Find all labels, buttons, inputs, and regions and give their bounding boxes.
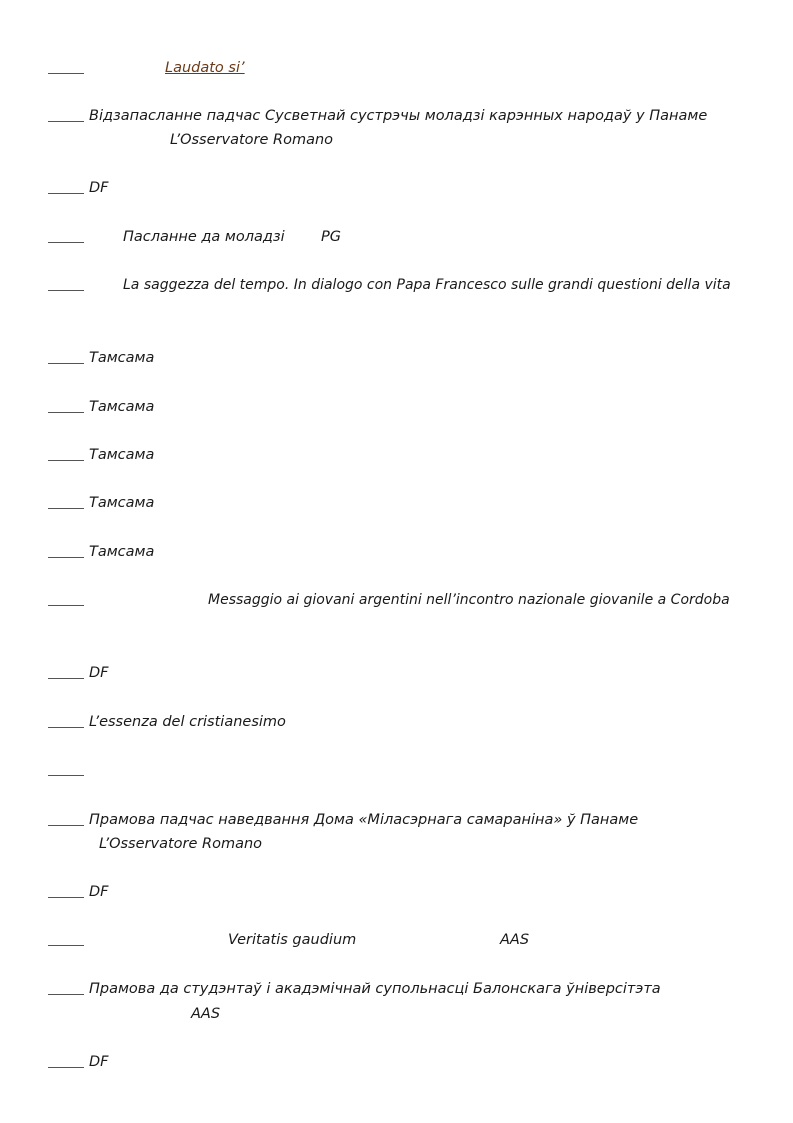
- footnote-source: AAS: [191, 1006, 221, 1022]
- footnote-text: Messaggio ai giovani argentini nell’incontro nazionale giovanile a Cordoba: [208, 592, 730, 608]
- footnote-marker: [48, 994, 84, 995]
- footnote-marker: [48, 727, 84, 728]
- footnote-marker: [48, 412, 84, 413]
- footnote-source: L’Osservatore Romano: [170, 132, 334, 148]
- footnote-source: PG: [321, 229, 341, 245]
- footnote-marker: [48, 897, 84, 898]
- footnote-text: Тамсама: [89, 544, 155, 560]
- footnote-marker: [48, 193, 84, 194]
- footnote-marker: [48, 1067, 84, 1068]
- footnote-marker: [48, 678, 84, 679]
- footnote-2: [0, 106, 793, 126]
- footnote-9: [0, 493, 793, 513]
- footnote-text: DF: [89, 180, 109, 196]
- footnote-text: Тамсама: [89, 495, 155, 511]
- footnote-8: [0, 445, 793, 465]
- footnote-text: Прамова да студэнтаў і акадэмічнай супольнасці Балонскага ўніверсітэта: [89, 981, 661, 997]
- footnote-text: DF: [89, 884, 109, 900]
- footnote-marker: [48, 121, 84, 122]
- footnote-text: Прамова падчас наведвання Дома «Міласэрнага самараніна» ў Панаме: [89, 812, 639, 828]
- footnote-marker: [48, 363, 84, 364]
- footnote-marker: [48, 460, 84, 461]
- footnote-14: [0, 760, 793, 780]
- footnote-6: [0, 348, 793, 368]
- footnote-12: [0, 663, 793, 683]
- footnote-link[interactable]: Laudato si’: [165, 60, 245, 76]
- footnote-marker: [48, 825, 84, 826]
- footnote-19: [0, 1052, 793, 1072]
- footnote-marker: [48, 73, 84, 74]
- footnote-3: [0, 178, 793, 198]
- footnote-15-continuation: [0, 834, 793, 854]
- footnote-text: DF: [89, 1054, 109, 1070]
- footnote-text: Тамсама: [89, 447, 155, 463]
- footnote-source: AAS: [500, 932, 530, 948]
- footnote-marker: [48, 775, 84, 776]
- footnote-17: [0, 930, 793, 950]
- footnote-text: DF: [89, 665, 109, 681]
- footnote-1: [0, 58, 793, 78]
- footnote-marker: [48, 557, 84, 558]
- footnote-marker: [48, 242, 84, 243]
- footnote-source: L’Osservatore Romano: [99, 836, 263, 852]
- footnote-5: [0, 275, 793, 295]
- footnote-text: Veritatis gaudium: [228, 932, 357, 948]
- footnote-text: Пасланне да моладзі: [123, 229, 285, 245]
- footnote-marker: [48, 605, 84, 606]
- footnote-marker: [48, 508, 84, 509]
- footnote-text: Відзапасланне падчас Сусветнай сустрэчы моладзі карэнных народаў у Панаме: [89, 108, 708, 124]
- footnote-text: Тамсама: [89, 399, 155, 415]
- footnote-18-continuation: [0, 1004, 793, 1024]
- footnote-18: [0, 979, 793, 999]
- footnote-text: Тамсама: [89, 350, 155, 366]
- footnote-4: [0, 227, 793, 247]
- footnote-marker: [48, 290, 84, 291]
- footnote-16: [0, 882, 793, 902]
- footnote-13: [0, 712, 793, 732]
- footnote-text: La saggezza del tempo. In dialogo con Papa Francesco sulle grandi questioni della vita: [123, 277, 731, 293]
- footnote-10: [0, 542, 793, 562]
- footnote-15: [0, 810, 793, 830]
- footnote-marker: [48, 945, 84, 946]
- footnote-7: [0, 397, 793, 417]
- footnote-text: L’essenza del cristianesimo: [89, 714, 286, 730]
- footnote-11: [0, 590, 793, 610]
- footnote-2-continuation: [0, 130, 793, 150]
